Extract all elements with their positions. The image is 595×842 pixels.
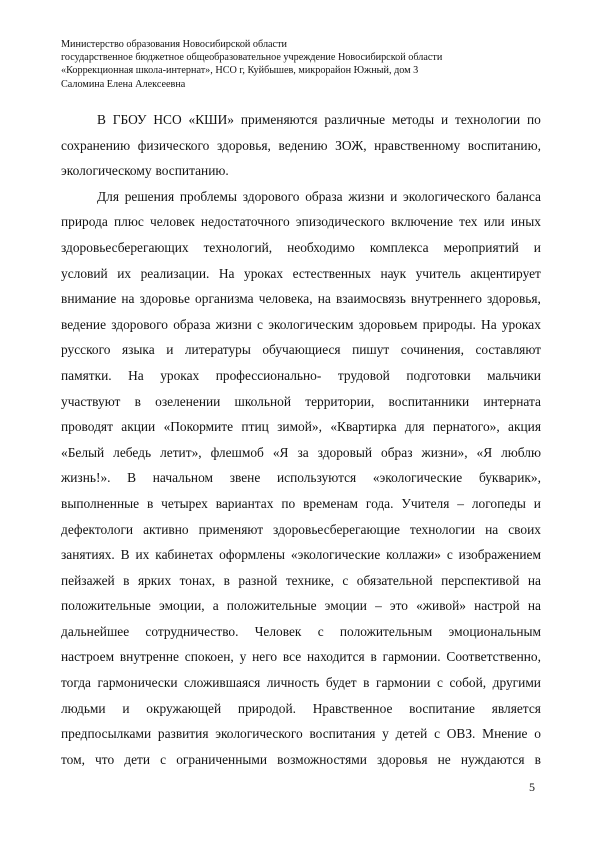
- header-address-line: «Коррекционная школа-интернат», НСО г, Куйбышев, микрорайон Южный, дом 3: [61, 65, 419, 77]
- word: жизни»,: [421, 444, 468, 460]
- word: здоровьесберегающих: [61, 239, 189, 255]
- word: плюс: [113, 214, 144, 230]
- word: и: [533, 495, 541, 511]
- word: развития: [157, 726, 209, 742]
- word: «живой»: [416, 598, 466, 614]
- word: гармонии.: [382, 649, 441, 665]
- word: трудовой: [337, 367, 390, 383]
- word: выполненные: [61, 495, 140, 511]
- word: люблю: [501, 444, 541, 460]
- word: жизни: [348, 188, 385, 204]
- word: для: [404, 419, 425, 435]
- word: включение: [391, 214, 453, 230]
- word: –: [375, 598, 382, 614]
- word: естественных: [292, 265, 371, 281]
- word: На: [481, 316, 497, 332]
- text-line: [61, 286, 541, 312]
- word: акция: [508, 419, 541, 435]
- word: их: [135, 547, 150, 563]
- word: воспитанию,: [467, 137, 541, 153]
- word: разной: [238, 572, 278, 588]
- word: необходимо: [287, 239, 355, 255]
- word: в: [123, 572, 130, 588]
- word: «экологические: [290, 547, 381, 563]
- text-line: [61, 261, 541, 287]
- word: здорового: [111, 316, 168, 332]
- word: образ: [381, 444, 413, 460]
- header-ministry-line: Министерство образования Новосибирской области: [61, 39, 287, 50]
- word: подготовки: [406, 367, 471, 383]
- word: все: [282, 649, 302, 665]
- word: воспитанники: [388, 393, 470, 409]
- word: школьной: [234, 393, 292, 409]
- word: человека,: [258, 291, 313, 307]
- word: у: [239, 649, 247, 665]
- word: технологий,: [203, 239, 273, 255]
- word: в: [146, 495, 154, 511]
- text-line: [61, 133, 541, 159]
- text-line: [61, 644, 541, 670]
- word: сотрудничество.: [145, 623, 239, 639]
- word: или: [483, 214, 505, 230]
- word: своих: [508, 521, 541, 537]
- word: положительным: [339, 623, 433, 639]
- word: эмоции,: [158, 598, 205, 614]
- word: образа: [305, 188, 343, 204]
- word: баланса: [496, 188, 541, 204]
- word: временам: [303, 495, 359, 511]
- word: природы.: [422, 316, 476, 332]
- word: уроках: [501, 316, 541, 332]
- word: эпизодического: [295, 214, 385, 230]
- word: а: [212, 598, 219, 614]
- word: возможностями: [277, 751, 367, 767]
- word: «Я: [476, 444, 493, 460]
- text-line: [61, 747, 541, 773]
- word: территории,: [305, 393, 375, 409]
- word: на: [121, 291, 135, 307]
- word: их: [117, 265, 132, 281]
- text-line: [61, 414, 541, 440]
- word: жизни: [215, 316, 252, 332]
- text-line: [61, 696, 541, 722]
- word: Соответственно,: [446, 649, 541, 665]
- word: различные: [324, 112, 386, 127]
- word: сочинения,: [400, 342, 464, 358]
- word: технологии: [409, 521, 476, 537]
- word: экологическому: [61, 163, 152, 179]
- word: здоровьем: [358, 316, 418, 332]
- word: дети: [124, 751, 151, 767]
- word: на: [527, 598, 541, 614]
- text-line: [61, 568, 541, 594]
- word: «Покормите: [163, 419, 234, 435]
- word: мероприятий: [443, 239, 519, 255]
- word: с: [437, 675, 443, 691]
- word: Для: [97, 188, 119, 204]
- word: русского: [61, 342, 111, 358]
- word: находится: [306, 649, 365, 665]
- word: и: [390, 188, 398, 204]
- word: здоровья: [376, 751, 428, 767]
- word: изображением: [458, 547, 541, 563]
- word: логопеды: [471, 495, 526, 511]
- word: перспективой: [441, 572, 520, 588]
- word: флешмоб: [210, 444, 264, 460]
- word: ограниченными: [176, 751, 268, 767]
- word: внимание: [61, 291, 117, 307]
- word: года.: [365, 495, 394, 511]
- word: в: [370, 649, 377, 665]
- word: –: [457, 495, 464, 511]
- text-line: [61, 465, 541, 491]
- word: и: [440, 112, 449, 127]
- word: озеленении: [155, 393, 221, 409]
- word: уроках: [160, 367, 200, 383]
- word: не: [437, 751, 451, 767]
- word: В: [120, 547, 130, 563]
- word: гармонически: [97, 675, 178, 691]
- word: кабинетах: [155, 547, 214, 563]
- header-institution-line: государственное бюджетное общеобразовательное учреждение Новосибирской области: [61, 52, 443, 64]
- word: недостаточного: [200, 214, 290, 230]
- word: здоровьесберегающие: [273, 521, 400, 537]
- word: за: [297, 444, 309, 460]
- word: природой.: [237, 700, 296, 716]
- word: на: [527, 572, 541, 588]
- word: дефектологи: [61, 521, 134, 537]
- word: четырех: [161, 495, 208, 511]
- word: сохранению: [61, 137, 131, 153]
- word: иных: [510, 214, 541, 230]
- word: букварик»,: [478, 470, 541, 486]
- text-line: [61, 440, 541, 466]
- word: и: [533, 239, 541, 255]
- text-line: [61, 670, 541, 696]
- word: образа: [173, 316, 211, 332]
- word: воспитанию.: [155, 163, 229, 179]
- word: Человек: [254, 623, 302, 639]
- word: на: [485, 521, 499, 537]
- word: о: [534, 726, 541, 742]
- page-number: 5: [529, 780, 535, 794]
- word: экологического: [403, 188, 491, 204]
- word: пернатого»,: [432, 419, 500, 435]
- word: собой,: [449, 675, 487, 691]
- word: другими: [492, 675, 541, 691]
- word: активно: [143, 521, 189, 537]
- text-line: [61, 107, 541, 133]
- word: с: [257, 316, 263, 332]
- word: акцентирует: [470, 265, 541, 281]
- word: предпосылками: [61, 726, 152, 742]
- word: с: [160, 751, 167, 767]
- word: экологическим: [268, 316, 354, 332]
- word: жизнь!».: [61, 470, 111, 486]
- word: ОВЗ.: [446, 726, 476, 742]
- word: экологического: [215, 726, 303, 742]
- word: акции: [121, 419, 156, 435]
- paragraph-1: [61, 107, 541, 184]
- word: и: [122, 700, 130, 716]
- word: участвуют: [61, 393, 121, 409]
- word: вариантах: [215, 495, 274, 511]
- text-line: [61, 517, 541, 543]
- word: проблемы: [179, 188, 237, 204]
- word: «экологические: [372, 470, 463, 486]
- word: у: [382, 726, 389, 742]
- word: взаимосвязь: [335, 291, 406, 307]
- word: в: [223, 572, 230, 588]
- word: В: [127, 470, 137, 486]
- word: оформлены: [219, 547, 285, 563]
- word: дальнейшее: [61, 623, 130, 639]
- word: нравственному: [374, 137, 461, 153]
- word: в: [134, 393, 141, 409]
- word: это: [389, 598, 408, 614]
- word: внутренне: [119, 649, 179, 665]
- word: с: [446, 547, 453, 563]
- word: ГБОУ: [112, 112, 147, 127]
- word: детей: [395, 726, 428, 742]
- word: пишут: [352, 342, 390, 358]
- header-author-line: Саломина Елена Алексеевна: [61, 78, 186, 90]
- word: составляют: [475, 342, 541, 358]
- word: начальном: [152, 470, 214, 486]
- word: интерната: [483, 393, 541, 409]
- word: в: [534, 751, 541, 767]
- word: условий: [61, 265, 108, 281]
- word: Учителя: [401, 495, 450, 511]
- word: спокоен,: [184, 649, 234, 665]
- word: положительные: [226, 598, 317, 614]
- word: звене: [229, 470, 261, 486]
- word: птиц: [241, 419, 269, 435]
- word: будет: [325, 675, 357, 691]
- word: применяют: [198, 521, 264, 537]
- word: литературы: [184, 342, 251, 358]
- word: с: [317, 623, 324, 639]
- word: Нравственное: [312, 700, 393, 716]
- word: том,: [61, 751, 85, 767]
- word: НСО: [153, 112, 182, 127]
- word: сложившаяся: [183, 675, 261, 691]
- word: языка: [121, 342, 155, 358]
- text-line: [61, 389, 541, 415]
- word: на: [317, 291, 331, 307]
- word: используются: [276, 470, 357, 486]
- word: обязательной: [356, 572, 433, 588]
- paragraph-2: [61, 184, 541, 773]
- word: физического: [137, 137, 210, 153]
- word: «Белый: [61, 444, 105, 460]
- word: что: [95, 751, 115, 767]
- text-line: [61, 235, 541, 261]
- word: нуждаются: [460, 751, 525, 767]
- document-header: [61, 38, 541, 91]
- word: здоровье: [139, 291, 190, 307]
- word: по: [527, 112, 541, 127]
- word: гармонии: [375, 675, 431, 691]
- word: природа: [61, 214, 108, 230]
- word: воспитания: [309, 726, 376, 742]
- word: На: [128, 367, 144, 383]
- word: учитель: [415, 265, 461, 281]
- word: тогда: [61, 675, 91, 691]
- word: памятки.: [61, 367, 112, 383]
- word: «Я: [272, 444, 289, 460]
- text-line: [61, 619, 541, 645]
- word: ярких: [137, 572, 172, 588]
- word: ЗОЖ,: [335, 137, 367, 153]
- word: «Квартирка: [330, 419, 397, 435]
- word: здоровый: [317, 444, 373, 460]
- word: воспитание: [409, 700, 475, 716]
- word: летит»,: [160, 444, 202, 460]
- word: решения: [124, 188, 175, 204]
- word: мальчики: [487, 367, 541, 383]
- word: В: [97, 112, 106, 127]
- word: «КШИ»: [188, 112, 235, 127]
- text-line: [61, 184, 541, 210]
- word: коллажи»: [386, 547, 441, 563]
- text-line: [61, 593, 541, 619]
- word: окружающей: [146, 700, 222, 716]
- word: с: [342, 572, 349, 588]
- word: настроем: [61, 649, 115, 665]
- word: методы: [391, 112, 435, 127]
- text-line: [61, 363, 541, 389]
- word: тонах,: [179, 572, 216, 588]
- word: уроках: [244, 265, 284, 281]
- text-line: [61, 491, 541, 517]
- word: ведение: [61, 316, 107, 332]
- word: здоровья,: [216, 137, 271, 153]
- text-line: [61, 721, 541, 747]
- word: зимой»,: [277, 419, 322, 435]
- word: с: [434, 726, 441, 742]
- word: Мнение: [482, 726, 528, 742]
- word: проводят: [61, 419, 113, 435]
- word: эмоциональным: [448, 623, 541, 639]
- text-line: [61, 337, 541, 363]
- word: ведению: [278, 137, 328, 153]
- word: занятиях.: [61, 547, 115, 563]
- word: по: [281, 495, 296, 511]
- word: него: [252, 649, 278, 665]
- word: настрой: [474, 598, 520, 614]
- text-line: [61, 209, 541, 235]
- word: обучающиеся: [262, 342, 341, 358]
- word: и: [166, 342, 174, 358]
- word: эмоции: [324, 598, 367, 614]
- word: На: [218, 265, 235, 281]
- word: реализации.: [140, 265, 210, 281]
- text-line: [61, 158, 541, 184]
- word: здоровья,: [487, 291, 541, 307]
- word: наук: [380, 265, 407, 281]
- word: внутреннего: [410, 291, 482, 307]
- word: положительные: [61, 598, 151, 614]
- word: комплекса: [369, 239, 429, 255]
- word: в: [363, 675, 370, 691]
- text-line: [61, 542, 541, 568]
- word: людьми: [61, 700, 106, 716]
- word: организма: [195, 291, 254, 307]
- document-body: [61, 107, 541, 772]
- word: лебедь: [113, 444, 152, 460]
- word: применяются: [240, 112, 318, 127]
- word: тех: [459, 214, 478, 230]
- word: человек: [149, 214, 195, 230]
- word: личность: [266, 675, 320, 691]
- word: является: [491, 700, 541, 716]
- word: пейзажей: [61, 572, 115, 588]
- word: технологии: [454, 112, 521, 127]
- text-line: [61, 312, 541, 338]
- word: здорового: [242, 188, 300, 204]
- word: профессионально-: [215, 367, 322, 383]
- word: технике,: [285, 572, 334, 588]
